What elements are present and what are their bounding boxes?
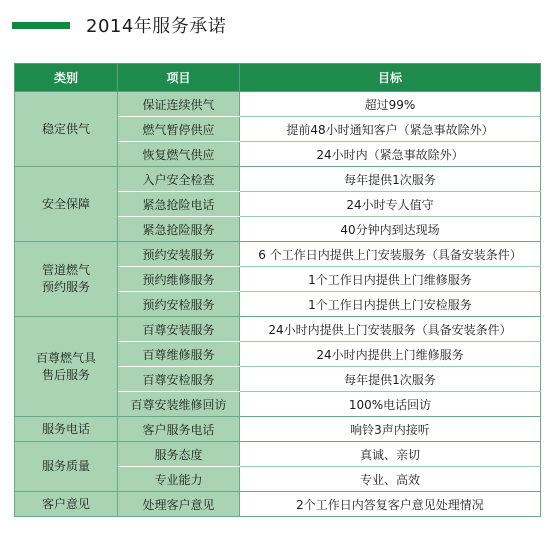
table-row	[15, 442, 541, 467]
goal-cell: 2个工作日内答复客户意见处理情况	[240, 492, 541, 517]
item-cell: 客户服务电话	[118, 417, 240, 442]
table-row	[15, 317, 541, 342]
item-cell: 百尊安检服务	[118, 367, 240, 392]
goal-cell: 真诚、亲切	[240, 442, 541, 467]
item-cell: 百尊维修服务	[118, 342, 240, 367]
item-cell: 保证连续供气	[118, 92, 240, 117]
item-cell: 百尊安装服务	[118, 317, 240, 342]
item-cell: 百尊安装维修回访	[118, 392, 240, 417]
table-row	[15, 417, 541, 442]
table-body	[15, 92, 541, 517]
table-header-row	[15, 64, 541, 92]
goal-cell: 40分钟内到达现场	[240, 217, 541, 242]
goal-cell: 每年提供1次服务	[240, 367, 541, 392]
category-cell: 稳定供气	[15, 92, 118, 167]
category-cell: 百尊燃气具 售后服务	[15, 317, 118, 417]
goal-cell: 24小时内提供上门维修服务	[240, 342, 541, 367]
header-item: 项目	[118, 64, 240, 92]
item-cell: 预约维修服务	[118, 267, 240, 292]
item-cell: 入户安全检查	[118, 167, 240, 192]
category-cell: 管道燃气 预约服务	[15, 242, 118, 317]
goal-cell: 6 个工作日内提供上门安装服务（具备安装条件）	[240, 242, 541, 267]
goal-cell: 响铃3声内接听	[240, 417, 541, 442]
page-header	[12, 12, 226, 38]
goal-cell: 1个工作日内提供上门维修服务	[240, 267, 541, 292]
table-row	[15, 92, 541, 117]
goal-cell: 超过99%	[240, 92, 541, 117]
goal-cell: 提前48小时通知客户（紧急事故除外）	[240, 117, 541, 142]
goal-cell: 专业、高效	[240, 467, 541, 492]
item-cell: 处理客户意见	[118, 492, 240, 517]
goal-cell: 24小时内（紧急事故除外）	[240, 142, 541, 167]
item-cell: 恢复燃气供应	[118, 142, 240, 167]
table-row	[15, 242, 541, 267]
table-row	[15, 492, 541, 517]
category-cell: 安全保障	[15, 167, 118, 242]
item-cell: 服务态度	[118, 442, 240, 467]
item-cell: 紧急抢险服务	[118, 217, 240, 242]
item-cell: 专业能力	[118, 467, 240, 492]
header-goal: 目标	[240, 64, 541, 92]
service-commitment-table	[14, 63, 541, 517]
category-cell: 服务电话	[15, 417, 118, 442]
category-cell: 客户意见	[15, 492, 118, 517]
item-cell: 预约安检服务	[118, 292, 240, 317]
category-cell: 服务质量	[15, 442, 118, 492]
page-title: 2014年服务承诺	[86, 16, 227, 37]
item-cell: 紧急抢险电话	[118, 192, 240, 217]
goal-cell: 每年提供1次服务	[240, 167, 541, 192]
item-cell: 预约安装服务	[118, 242, 240, 267]
goal-cell: 100%电话回访	[240, 392, 541, 417]
goal-cell: 24小时内提供上门安装服务（具备安装条件）	[240, 317, 541, 342]
goal-cell: 1个工作日内提供上门安检服务	[240, 292, 541, 317]
table-row	[15, 167, 541, 192]
title-accent-bar	[12, 22, 70, 29]
goal-cell: 24小时专人值守	[240, 192, 541, 217]
header-category: 类别	[15, 64, 118, 92]
item-cell: 燃气暂停供应	[118, 117, 240, 142]
